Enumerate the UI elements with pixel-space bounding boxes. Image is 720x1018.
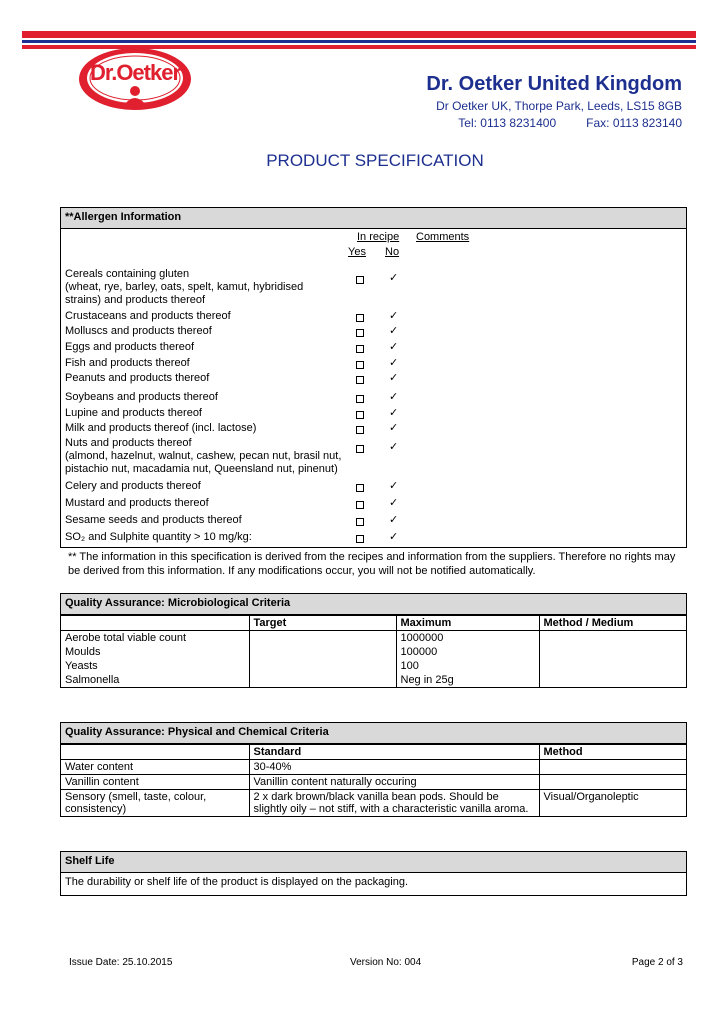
micro-cell: Yeasts [61, 659, 249, 673]
yes-checkbox[interactable] [356, 345, 364, 353]
yes-checkbox[interactable] [356, 329, 364, 337]
micro-cell: Aerobe total viable count [61, 631, 249, 646]
phys-col-header: Standard [249, 745, 539, 760]
allergen-item [65, 497, 209, 510]
header-stripe-blue [22, 40, 696, 43]
no-tick-icon: ✓ [389, 496, 399, 509]
yes-checkbox[interactable] [356, 411, 364, 419]
micro-cell: Neg in 25g [396, 673, 539, 687]
phys-col-header [61, 745, 249, 760]
shelf-life-text: The durability or shelf life of the product is displayed on the packaging. [65, 876, 409, 888]
allergen-item [65, 325, 212, 338]
allergen-item [65, 268, 303, 307]
yes-checkbox[interactable] [356, 276, 364, 284]
micro-cell [539, 659, 686, 673]
micro-cell: 100000 [396, 645, 539, 659]
no-tick-icon: ✓ [389, 513, 399, 526]
yes-checkbox[interactable] [356, 314, 364, 322]
micro-heading: Quality Assurance: Microbiological Criteria [61, 594, 686, 615]
svg-text:Dr.Oetker: Dr.Oetker [89, 60, 181, 85]
micro-cell [249, 673, 396, 687]
dr-oetker-logo [78, 47, 192, 111]
allergen-item-line: (almond, hazelnut, walnut, cashew, pecan nut, brasil nut, [65, 450, 342, 462]
micro-col-header: Target [249, 616, 396, 631]
no-tick-icon: ✓ [389, 340, 399, 353]
phys-table [61, 744, 686, 816]
yes-checkbox[interactable] [356, 361, 364, 369]
micro-cell: Moulds [61, 645, 249, 659]
micro-cell [249, 659, 396, 673]
allergen-item [65, 341, 194, 354]
micro-table [61, 615, 686, 687]
no-tick-icon: ✓ [389, 309, 399, 322]
table-row [61, 645, 686, 659]
phys-heading: Quality Assurance: Physical and Chemical Criteria [61, 723, 686, 744]
yes-checkbox[interactable] [356, 395, 364, 403]
no-tick-icon: ✓ [389, 371, 399, 384]
allergen-item-line: Sesame seeds and products thereof [65, 514, 242, 526]
yes-checkbox[interactable] [356, 484, 364, 492]
yes-checkbox[interactable] [356, 426, 364, 434]
phys-cell: 30-40% [249, 760, 539, 775]
no-tick-icon: ✓ [389, 390, 399, 403]
disclaimer-line: be derived from this information. If any modifications occur, you will not be notified automatically. [68, 565, 536, 577]
company-fax: Fax: 0113 823140 [586, 116, 682, 130]
phys-cell: Water content [61, 760, 249, 775]
shelf-life-heading: Shelf Life [61, 852, 686, 873]
no-tick-icon: ✓ [389, 271, 399, 284]
micro-cell: Salmonella [61, 673, 249, 687]
allergen-item-line: Celery and products thereof [65, 480, 201, 492]
allergen-item-line: Nuts and products thereof [65, 437, 192, 449]
allergen-heading: **Allergen Information [61, 208, 686, 229]
allergen-item-line: Milk and products thereof (incl. lactose) [65, 422, 257, 434]
phys-section [60, 722, 687, 817]
micro-col-header: Maximum [396, 616, 539, 631]
allergen-item [65, 310, 231, 323]
no-tick-icon: ✓ [389, 356, 399, 369]
phys-cell: Sensory (smell, taste, colour, consistency) [61, 790, 249, 817]
table-row [61, 775, 686, 790]
allergen-item-line: Molluscs and products thereof [65, 325, 212, 337]
allergen-item-line: SO₂ and Sulphite quantity > 10 mg/kg: [65, 531, 252, 543]
allergen-item [65, 480, 201, 493]
allergen-item-line: Fish and products thereof [65, 357, 190, 369]
allergen-item [65, 437, 341, 476]
allergen-disclaimer [68, 550, 688, 578]
allergen-item-line: Crustaceans and products thereof [65, 310, 231, 322]
micro-cell [539, 645, 686, 659]
yes-checkbox[interactable] [356, 376, 364, 384]
company-tel: Tel: 0113 8231400 [458, 116, 557, 130]
micro-cell: 100 [396, 659, 539, 673]
phys-header-row [61, 745, 686, 760]
issue-date: Issue Date: 25.10.2015 [69, 957, 173, 968]
page-number: Page 2 of 3 [631, 957, 683, 968]
page-title: PRODUCT SPECIFICATION [266, 151, 484, 170]
allergen-item [65, 391, 218, 404]
allergen-item-line: Lupine and products thereof [65, 407, 202, 419]
no-tick-icon: ✓ [389, 479, 399, 492]
table-row [61, 790, 686, 817]
comments-header: Comments [416, 231, 470, 243]
company-address: Dr Oetker UK, Thorpe Park, Leeds, LS15 8GB [436, 99, 682, 113]
allergen-item-line: Eggs and products thereof [65, 341, 195, 353]
allergen-item-line: (wheat, rye, barley, oats, spelt, kamut, hybridised [65, 281, 304, 293]
shelf-life-section [60, 851, 687, 896]
micro-section [60, 593, 687, 688]
table-row [61, 760, 686, 775]
allergen-item [65, 357, 190, 370]
allergen-item [65, 531, 252, 544]
allergen-item-line: Soybeans and products thereof [65, 391, 218, 403]
no-tick-icon: ✓ [389, 440, 399, 453]
allergen-item [65, 372, 209, 385]
allergen-item-line: strains) and products thereof [65, 294, 206, 306]
in-recipe-header: In recipe [357, 231, 400, 243]
micro-cell: 1000000 [396, 631, 539, 646]
table-row [61, 673, 686, 687]
allergen-item [65, 514, 242, 527]
micro-cell [249, 631, 396, 646]
allergen-item [65, 407, 202, 420]
phys-cell [539, 760, 686, 775]
allergen-item-line: Cereals containing gluten [65, 268, 190, 280]
no-tick-icon: ✓ [389, 530, 399, 543]
micro-cell [539, 631, 686, 646]
phys-cell [539, 775, 686, 790]
micro-cell [249, 645, 396, 659]
phys-cell: Vanillin content naturally occuring [249, 775, 539, 790]
company-name: Dr. Oetker United Kingdom [426, 73, 682, 95]
yes-checkbox[interactable] [356, 518, 364, 526]
micro-col-header [61, 616, 249, 631]
yes-header: Yes [348, 246, 366, 258]
yes-checkbox[interactable] [356, 535, 364, 543]
version-number: Version No: 004 [350, 957, 422, 968]
header-stripe-red-top [22, 31, 696, 38]
allergen-item-line: Mustard and products thereof [65, 497, 209, 509]
phys-cell: Vanillin content [61, 775, 249, 790]
yes-checkbox[interactable] [356, 501, 364, 509]
allergen-item [65, 422, 256, 435]
micro-col-header: Method / Medium [539, 616, 686, 631]
no-header: No [385, 246, 400, 258]
micro-header-row [61, 616, 686, 631]
phys-col-header: Method [539, 745, 686, 760]
allergen-item-line: pistachio nut, macadamia nut, Queensland nut, pinenut) [65, 463, 338, 475]
company-contact [458, 116, 682, 130]
disclaimer-line: ** The information in this specification is derived from the recipes and information from the suppliers. Therefore no rights may [68, 551, 676, 563]
phys-cell: 2 x dark brown/black vanilla bean pods. Should be slightly oily – not stiff, with a characteristic vanilla aroma. [249, 790, 539, 817]
phys-cell: Visual/Organoleptic [539, 790, 686, 817]
no-tick-icon: ✓ [389, 421, 399, 434]
allergen-section [60, 207, 687, 548]
table-row [61, 659, 686, 673]
micro-cell [539, 673, 686, 687]
table-row [61, 631, 686, 646]
no-tick-icon: ✓ [389, 406, 399, 419]
yes-checkbox[interactable] [356, 445, 364, 453]
allergen-item-line: Peanuts and products thereof [65, 372, 210, 384]
no-tick-icon: ✓ [389, 324, 399, 337]
